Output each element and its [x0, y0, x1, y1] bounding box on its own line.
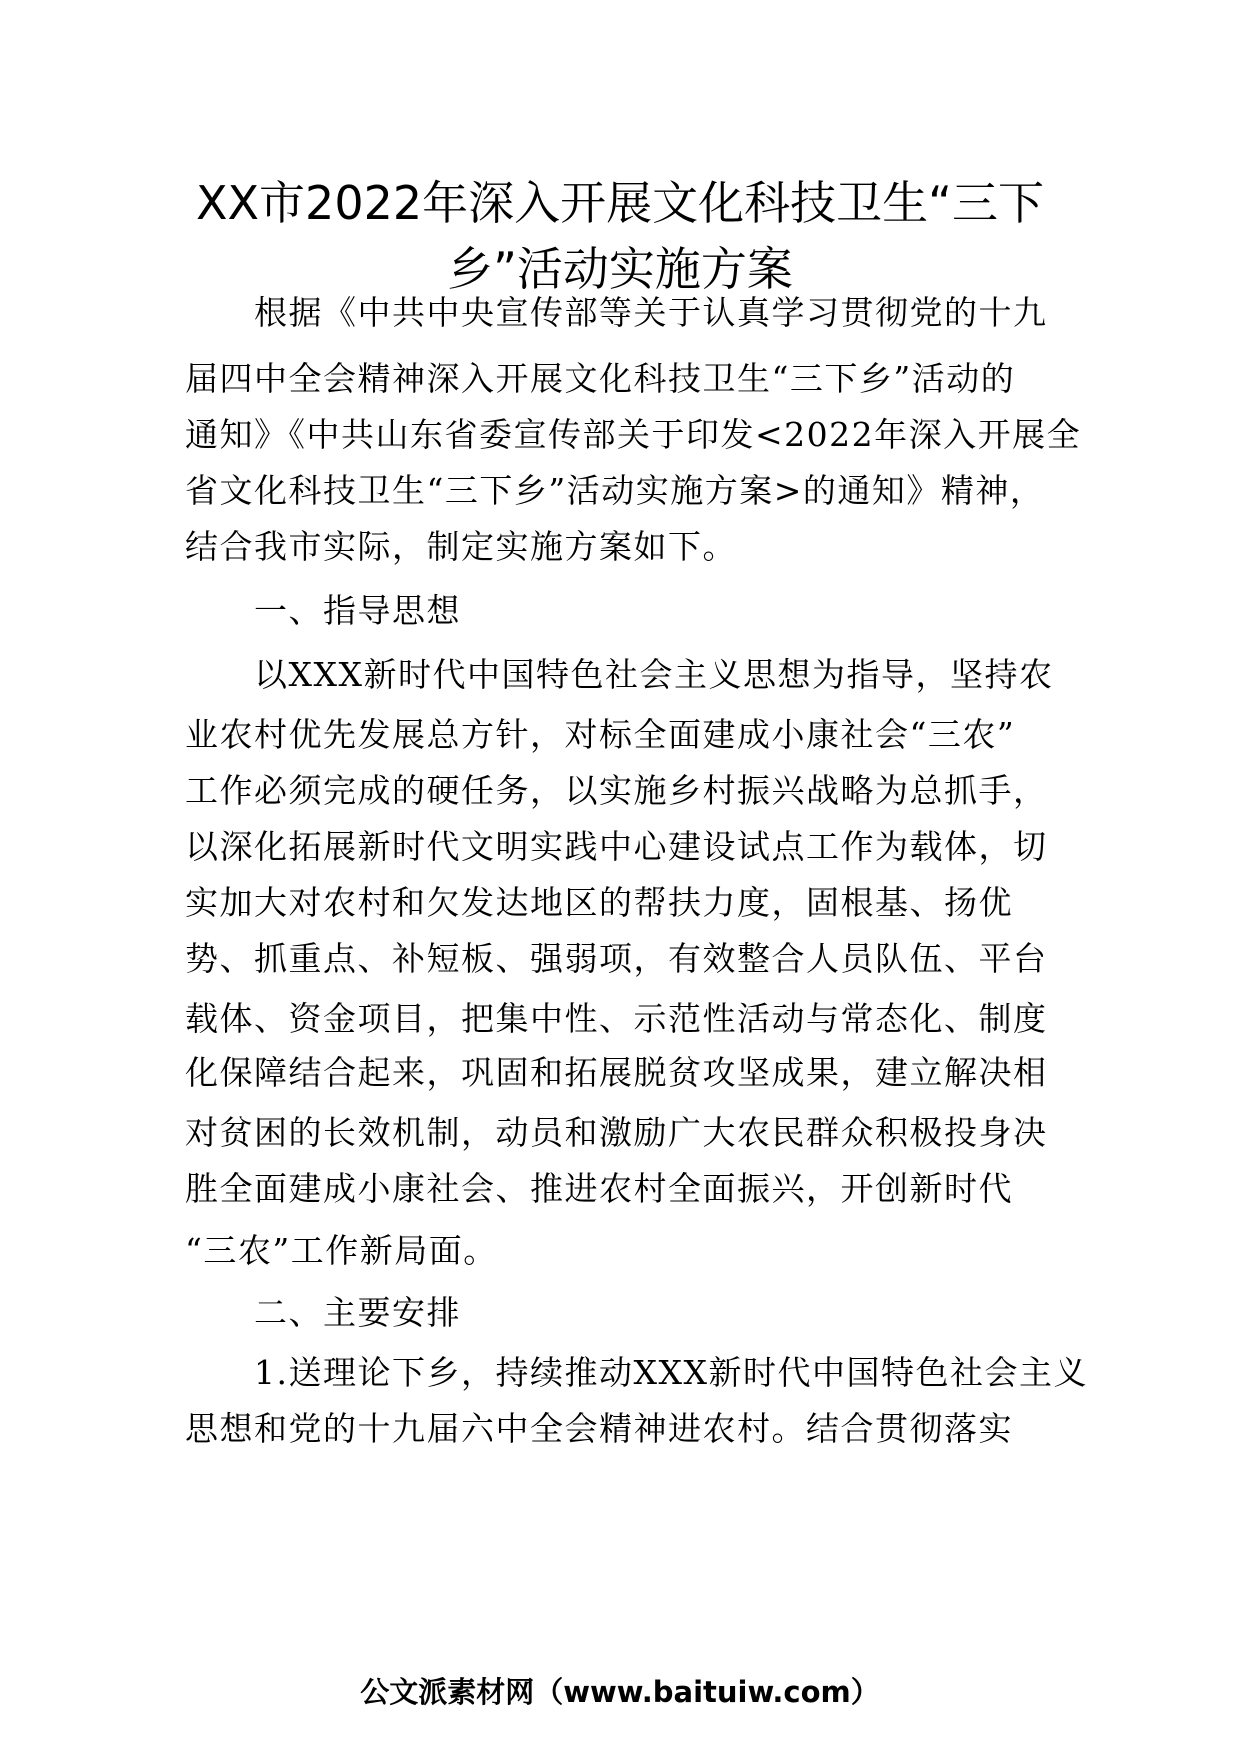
body-line: 届四中全会精神深入开展文化科技卫生“三下乡”活动的 [185, 359, 1016, 398]
body-line: “三农”工作新局面。 [185, 1231, 498, 1270]
body-line: 业农村优先发展总方针，对标全面建成小康社会“三农” [185, 715, 1016, 754]
body-line: 载体、资金项目，把集中性、示范性活动与常态化、制度 [185, 999, 1048, 1038]
body-line: 思想和党的十九届六中全会精神进农村。结合贯彻落实 [185, 1409, 1013, 1448]
body-line: 对贫困的长效机制，动员和激励广大农民群众积极投身决 [185, 1113, 1048, 1152]
body-line: 以深化拓展新时代文明实践中心建设试点工作为载体，切 [185, 827, 1048, 866]
document-title-line-1: XX市2022年深入开展文化科技卫生“三下 [196, 176, 1044, 230]
body-line: 胜全面建成小康社会、推进农村全面振兴，开创新时代 [185, 1169, 1013, 1208]
body-line: 化保障结合起来，巩固和拓展脱贫攻坚成果，建立解决相 [185, 1053, 1048, 1092]
body-line: 结合我市实际，制定实施方案如下。 [185, 527, 737, 566]
body-line: 根据《中共中央宣传部等关于认真学习贯彻党的十九 [185, 293, 1048, 332]
body-line: 通知》《中共山东省委宣传部关于印发<2022年深入开展全 [185, 415, 1082, 454]
body-line: 工作必须完成的硬任务，以实施乡村振兴战略为总抓手， [185, 771, 1048, 810]
footer-watermark: 公文派素材网（www.baituiw.com） [360, 1675, 880, 1709]
section-heading: 一、指导思想 [185, 591, 461, 630]
section-heading: 二、主要安排 [185, 1293, 461, 1332]
document-title-line-2: 乡”活动实施方案 [447, 242, 793, 296]
body-line: 省文化科技卫生“三下乡”活动实施方案>的通知》精神， [185, 471, 1045, 510]
body-line: 以XXX新时代中国特色社会主义思想为指导，坚持农 [185, 655, 1054, 694]
body-line: 势、抓重点、补短板、强弱项，有效整合人员队伍、平台 [185, 939, 1048, 978]
body-line: 1.送理论下乡，持续推动XXX新时代中国特色社会主义 [185, 1353, 1088, 1392]
body-line: 实加大对农村和欠发达地区的帮扶力度，固根基、扬优 [185, 883, 1013, 922]
